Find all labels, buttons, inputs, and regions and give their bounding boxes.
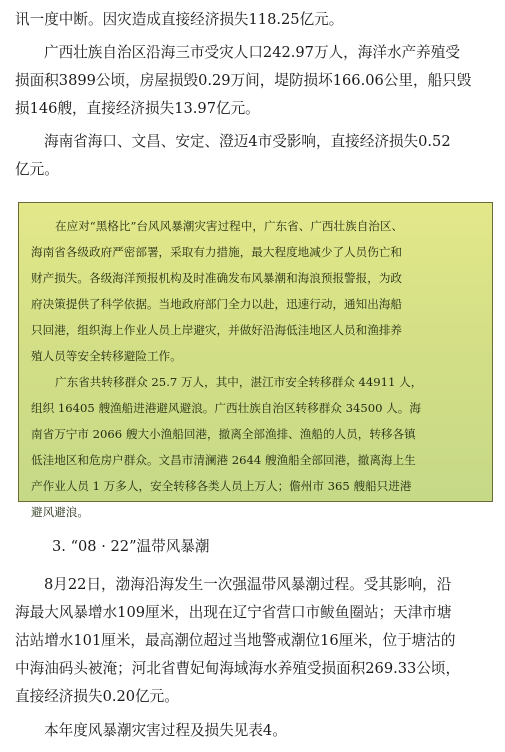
text-line: 损146艘，直接经济损失13.97亿元。 <box>15 100 260 117</box>
box-text-line: 南省万宁市 2066 艘大小渔船回港，撤离全部渔排、渔船的人员，转移各镇 <box>31 427 416 441</box>
text-line: 沽站增水101厘米，最高潮位超过当地警戒潮位16厘米，位于塘沽的 <box>15 632 456 649</box>
box-paragraph-response <box>31 213 480 369</box>
box-text-line: 海南省各级政府严密部署，采取有力措施，最大程度地减少了人员伤亡和 <box>31 245 403 259</box>
text-line: 讯一度中断。因灾造成直接经济损失118.25亿元。 <box>15 11 344 28</box>
paragraph-bohai-surge <box>15 571 495 711</box>
box-text-line: 避风避浪。 <box>31 505 89 519</box>
box-text-line: 只回港，组织海上作业人员上岸避灾，并做好沿海低洼地区人员和渔排养 <box>31 323 403 337</box>
text-line: 广西壮族自治区沿海三市受灾人口242.97万人，海洋水产养殖受 <box>44 44 460 61</box>
text-line: 中海油码头被淹；河北省曹妃甸海域海水养殖受损面积269.33公顷， <box>15 660 461 677</box>
box-text-line: 在应对“黑格比”台风风暴潮灾害过程中，广东省、广西壮族自治区、 <box>55 219 404 233</box>
paragraph-hainan <box>15 128 495 184</box>
highlight-box <box>18 202 493 519</box>
box-text-line: 低洼地区和危房户群众。文昌市清澜港 2644 艘渔船全部回港，撤离海上生 <box>31 453 416 467</box>
text-line: 8月22日，渤海沿海发生一次强温带风暴潮过程。受其影响，沿 <box>44 576 452 593</box>
text-line: 亿元。 <box>15 161 59 178</box>
text-line: 海南省海口、文昌、安定、澄迈4市受影响，直接经济损失0.52 <box>44 133 451 150</box>
box-text-line: 组织 16405 艘渔船进港避风避浪。广西壮族自治区转移群众 34500 人。海 <box>31 401 421 415</box>
box-text-line: 产作业人员 1 万多人，安全转移各类人员上万人；儋州市 365 艘船只进港 <box>31 479 412 493</box>
text-line: 本年度风暴潮灾害过程及损失见表4。 <box>44 722 287 739</box>
box-paragraph-evacuation <box>31 369 480 525</box>
section-heading: 3. “08 · 22”温带风暴潮 <box>52 538 210 555</box>
text-line: 损面积3899公顷，房屋损毁0.29万间，堤防损坏166.06公里，船只毁 <box>15 72 472 89</box>
paragraph-table-reference <box>15 717 495 745</box>
text-line: 海最大风暴增水109厘米，出现在辽宁省营口市鲅鱼圈站；天津市塘 <box>15 604 452 621</box>
box-text-line: 府决策提供了科学依据。当地政府部门全力以赴，迅速行动，通知出海船 <box>31 297 403 311</box>
box-text-line: 广东省共转移群众 25.7 万人，其中，湛江市安全转移群众 44911 人， <box>55 375 423 389</box>
paragraph-guangxi <box>15 39 495 123</box>
paragraph-loss-summary <box>15 6 495 34</box>
box-text-line: 殖人员等安全转移避险工作。 <box>31 349 182 363</box>
text-line: 直接经济损失0.20亿元。 <box>15 688 179 705</box>
box-text-line: 财产损失。各级海洋预报机构及时准确发布风暴潮和海浪预报警报，为政 <box>31 271 403 285</box>
